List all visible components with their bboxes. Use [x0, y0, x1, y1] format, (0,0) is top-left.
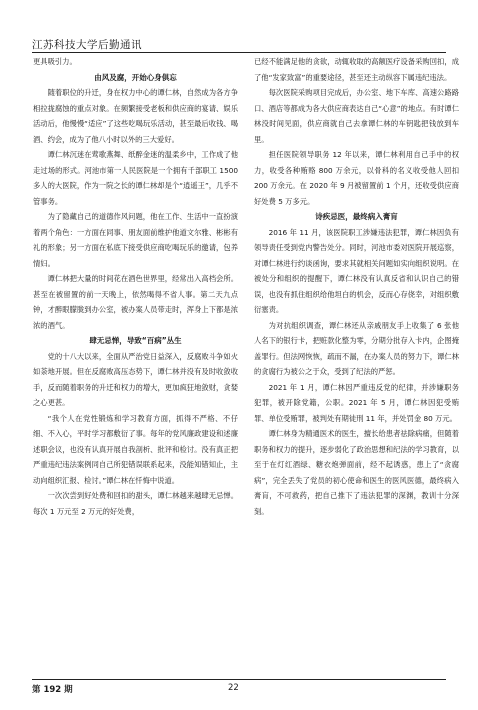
paragraph: 更具吸引力。 [33, 57, 77, 66]
page-header-title: 江苏科技大学后勤通讯 [32, 39, 142, 51]
paragraph: 党的十八大以来，全面从严治党日益深入，反腐败斗争如火如荼地开展。但在反腐败高压态势下，谭仁林并没有及时收敛收手，反而随着职务的升迁和权力的增大，更加疯狂地敛财，贪婪之心更甚。 [33, 351, 238, 407]
paragraph: 谭仁林身为精通医术的医生，擅长给患者祛除病痛，但随着职务和权力的提升，逐步弱化了政治思想和纪法的学习教育，以至于在灯红酒绿、糖衣炮弹面前，经不起诱惑，患上了“贪腐病”，完全丢失了党员的初心使命和医生的医风医德，最终病入膏肓，不可救药，把自己推下了违法犯罪的深渊，教训十分深刻。 [254, 429, 459, 516]
paragraph: 一次次尝到好处费和回扣的甜头，谭仁林越来越肆无忌惮。每次 1 万元至 2 万元的好处费， [33, 491, 238, 516]
paragraph: 2016 年 11 月，该医院职工涉嫌违法犯罪，谭仁林因负有领导责任受到党内警告处分。同时，河池市委对医院开展巡察，对谭仁林进行约谈函询，要求其就相关问题如实向组织说明。在被处分和组织的提醒下，谭仁林没有认真反省和认识自己的错误，也没有抓住组织给他坦白的机会，反而心存侥幸，对组织敷衍塞责。 [254, 227, 459, 314]
paragraph: 随着职位的升迁，身在权力中心的谭仁林，自然成为各方争相拉拢腐蚀的重点对象。在频繁接受老板和供应商的宴请、娱乐活动后，他慢慢“适应”了这些吃喝玩乐活动，甚至最后收钱、喝酒、约会，成为了他八小时以外的三大爱好。 [33, 88, 238, 144]
paragraph: “我个人在党性锻炼和学习教育方面，抓得不严格、不仔细、不入心，平时学习都敷衍了事。每年的党风廉政建设和述廉述职会议，也没有认真开展自我剖析、批评和检讨。没有真正把严重违纪违法案例同自己所犯错误联系起来，没能知错知止，主动向组织汇报、检讨。”谭仁林在忏悔中说道。 [33, 413, 238, 485]
left-column [33, 54, 238, 519]
footer-divider [32, 679, 446, 680]
section-heading: 肆无忌惮，导致“百病”丛生 [89, 336, 182, 345]
paragraph: 为对抗组织调查，谭仁林还从亲戚朋友手上收集了 6 张他人名下的银行卡，把赃款化整为零，分期分批存入卡内，企图掩盖罪行。但法网恢恢，疏而不漏，在办案人员的努力下，谭仁林的贪腐行为被公之于众，受到了纪法的严惩。 [254, 320, 459, 376]
paragraph: 谭仁林把大量的时间花在酒色世界里，经常出入高档会所。甚至在被留置的前一天晚上，依然喝得不省人事。第二天九点钟，才醉眼朦胧到办公室，被办案人员带走时，浑身上下都是浓浓的酒气。 [33, 274, 238, 330]
issue-number: 第 192 期 [32, 685, 73, 695]
paragraph: 已经不能满足他的贪欲，动辄收取的高额医疗设备采购回扣，成了他“发家致富”的重要途径，甚至还主动纵容下属违纪违法。 [254, 57, 459, 82]
right-column [254, 54, 459, 519]
section-heading: 诗疾忌医，最终病入膏肓 [315, 212, 398, 221]
paragraph: 谭仁林沉迷在莺歌燕舞、纸醉金迷的温柔乡中，工作成了他走过场的形式。河池市第一人民医院是一个拥有千部职工 1500 多人的大医院，作为一院之长的谭仁林却是个“逍遥王”，几乎不管事务。 [33, 150, 238, 206]
header-divider [32, 52, 446, 53]
paragraph: 每次医院采购项目完成后，办公室、地下车库、高速公路路口、酒店等都成为各大供应商表达自己“心意”的地点。有时谭仁林没时间见面，供应商就自己去拿谭仁林的车钥匙把钱放到车里。 [254, 88, 459, 144]
page-number: 22 [228, 683, 239, 693]
section-heading: 由风及腐，开始心身俱忘 [94, 72, 177, 82]
paragraph: 担任医院领导职务 12 年以来，谭仁林利用自己手中的权力，收受各种贿赂 800 万余元，以骨科的名义收受他人回扣 200 万余元。在 2020 年 9 月被留置前 1 个月，还收受供应商好处费 5 万多元。 [254, 150, 459, 206]
paragraph: 2021 年 1 月，谭仁林因严重违反党的纪律，并涉嫌职务犯罪，被开除党籍，公职。2021 年 5 月，谭仁林因犯受贿罪、单位受贿罪，被判处有期徒刑 11 年，并处罚金 80 万元。 [254, 382, 459, 423]
paragraph: 为了隐藏自己的道德作风问题，他在工作、生活中一直扮演着两个角色：一方面在同事、朋友面前维护他道文尔雅、彬彬有礼的形象；另一方面在私底下接受供应商吃喝玩乐的邀请，包养情妇。 [33, 212, 238, 268]
